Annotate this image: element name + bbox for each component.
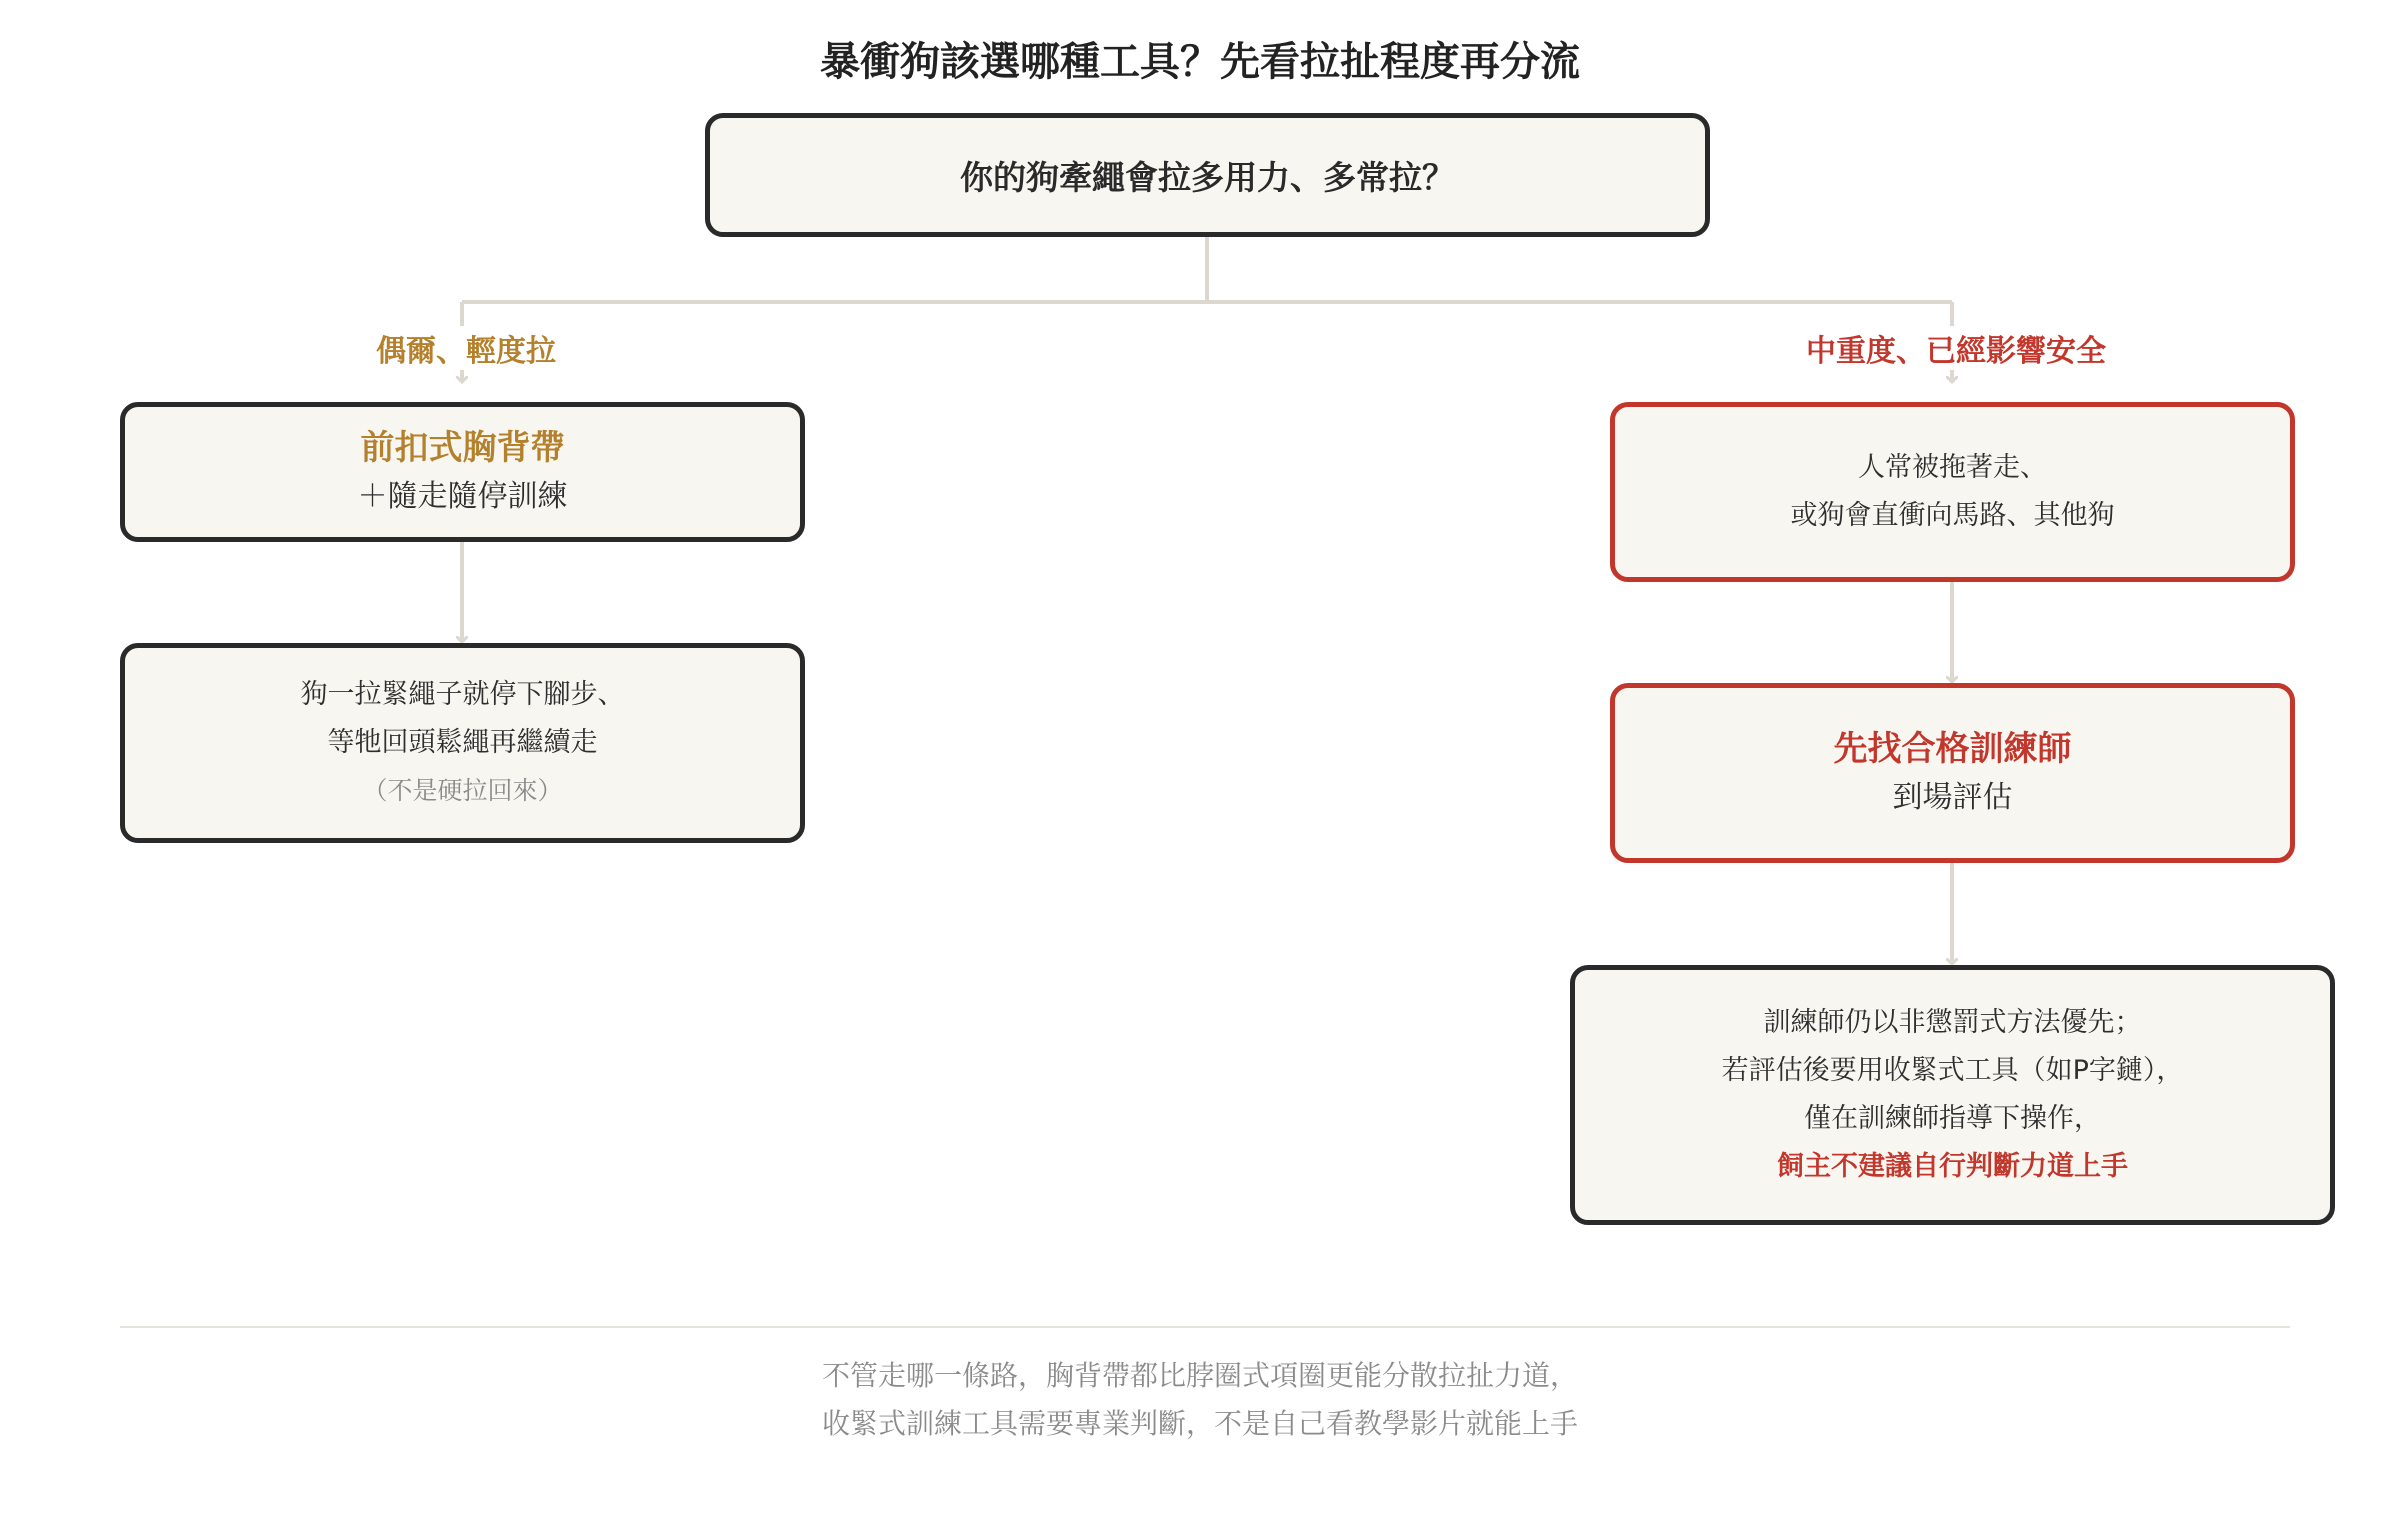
danger-line-1: 人常被拖著走、 [1858,452,2047,483]
stop-training-line-1: 狗一拉緊繩子就停下腳步、 [300,679,625,710]
stop-training-note: （不是硬拉回來） [362,776,563,805]
footer-divider [120,1326,2290,1328]
trainer-method-line-2: 若評估後要用收緊式工具（如P字鏈）， [1721,1055,2184,1086]
harness-heading: 前扣式胸背帶 [360,428,565,468]
harness-box [120,402,805,542]
footer-line-1: 不管走哪一條路，胸背帶都比脖圈式項圈更能分散拉扯力道， [821,1359,1578,1392]
owner-warning: 飼主不建議自行判斷力道上手 [1777,1151,2128,1182]
stop-training-line-2: 等牠回頭鬆繩再繼續走 [327,727,598,758]
find-trainer-subtext: 到場評估 [1892,780,2013,815]
question-text: 你的狗牽繩會拉多用力、多常拉？ [960,157,1455,197]
find-trainer-box [1610,683,2295,863]
trainer-method-line-1: 訓練師仍以非懲罰式方法優先； [1763,1007,2142,1038]
find-trainer-heading: 先找合格訓練師 [1833,729,2072,769]
trainer-method-box [1570,965,2335,1225]
branch-label-heavy: 中重度、已經影響安全 [1772,326,2140,370]
footer-line-2: 收緊式訓練工具需要專業判斷，不是自己看教學影片就能上手 [821,1407,1578,1440]
branch-label-light: 偶爾、輕度拉 [342,326,590,370]
danger-line-2: 或狗會直衝向馬路、其他狗 [1790,500,2115,531]
trainer-method-line-3: 僅在訓練師指導下操作， [1804,1103,2101,1134]
chart-title: 暴衝狗該選哪種工具？先看拉扯程度再分流 [820,39,1580,85]
harness-subtext: ＋隨走隨停訓練 [357,479,568,514]
question-box [705,113,1710,237]
danger-situation-box [1610,402,2295,582]
stop-training-box [120,643,805,843]
footer-note [0,1352,2400,1448]
